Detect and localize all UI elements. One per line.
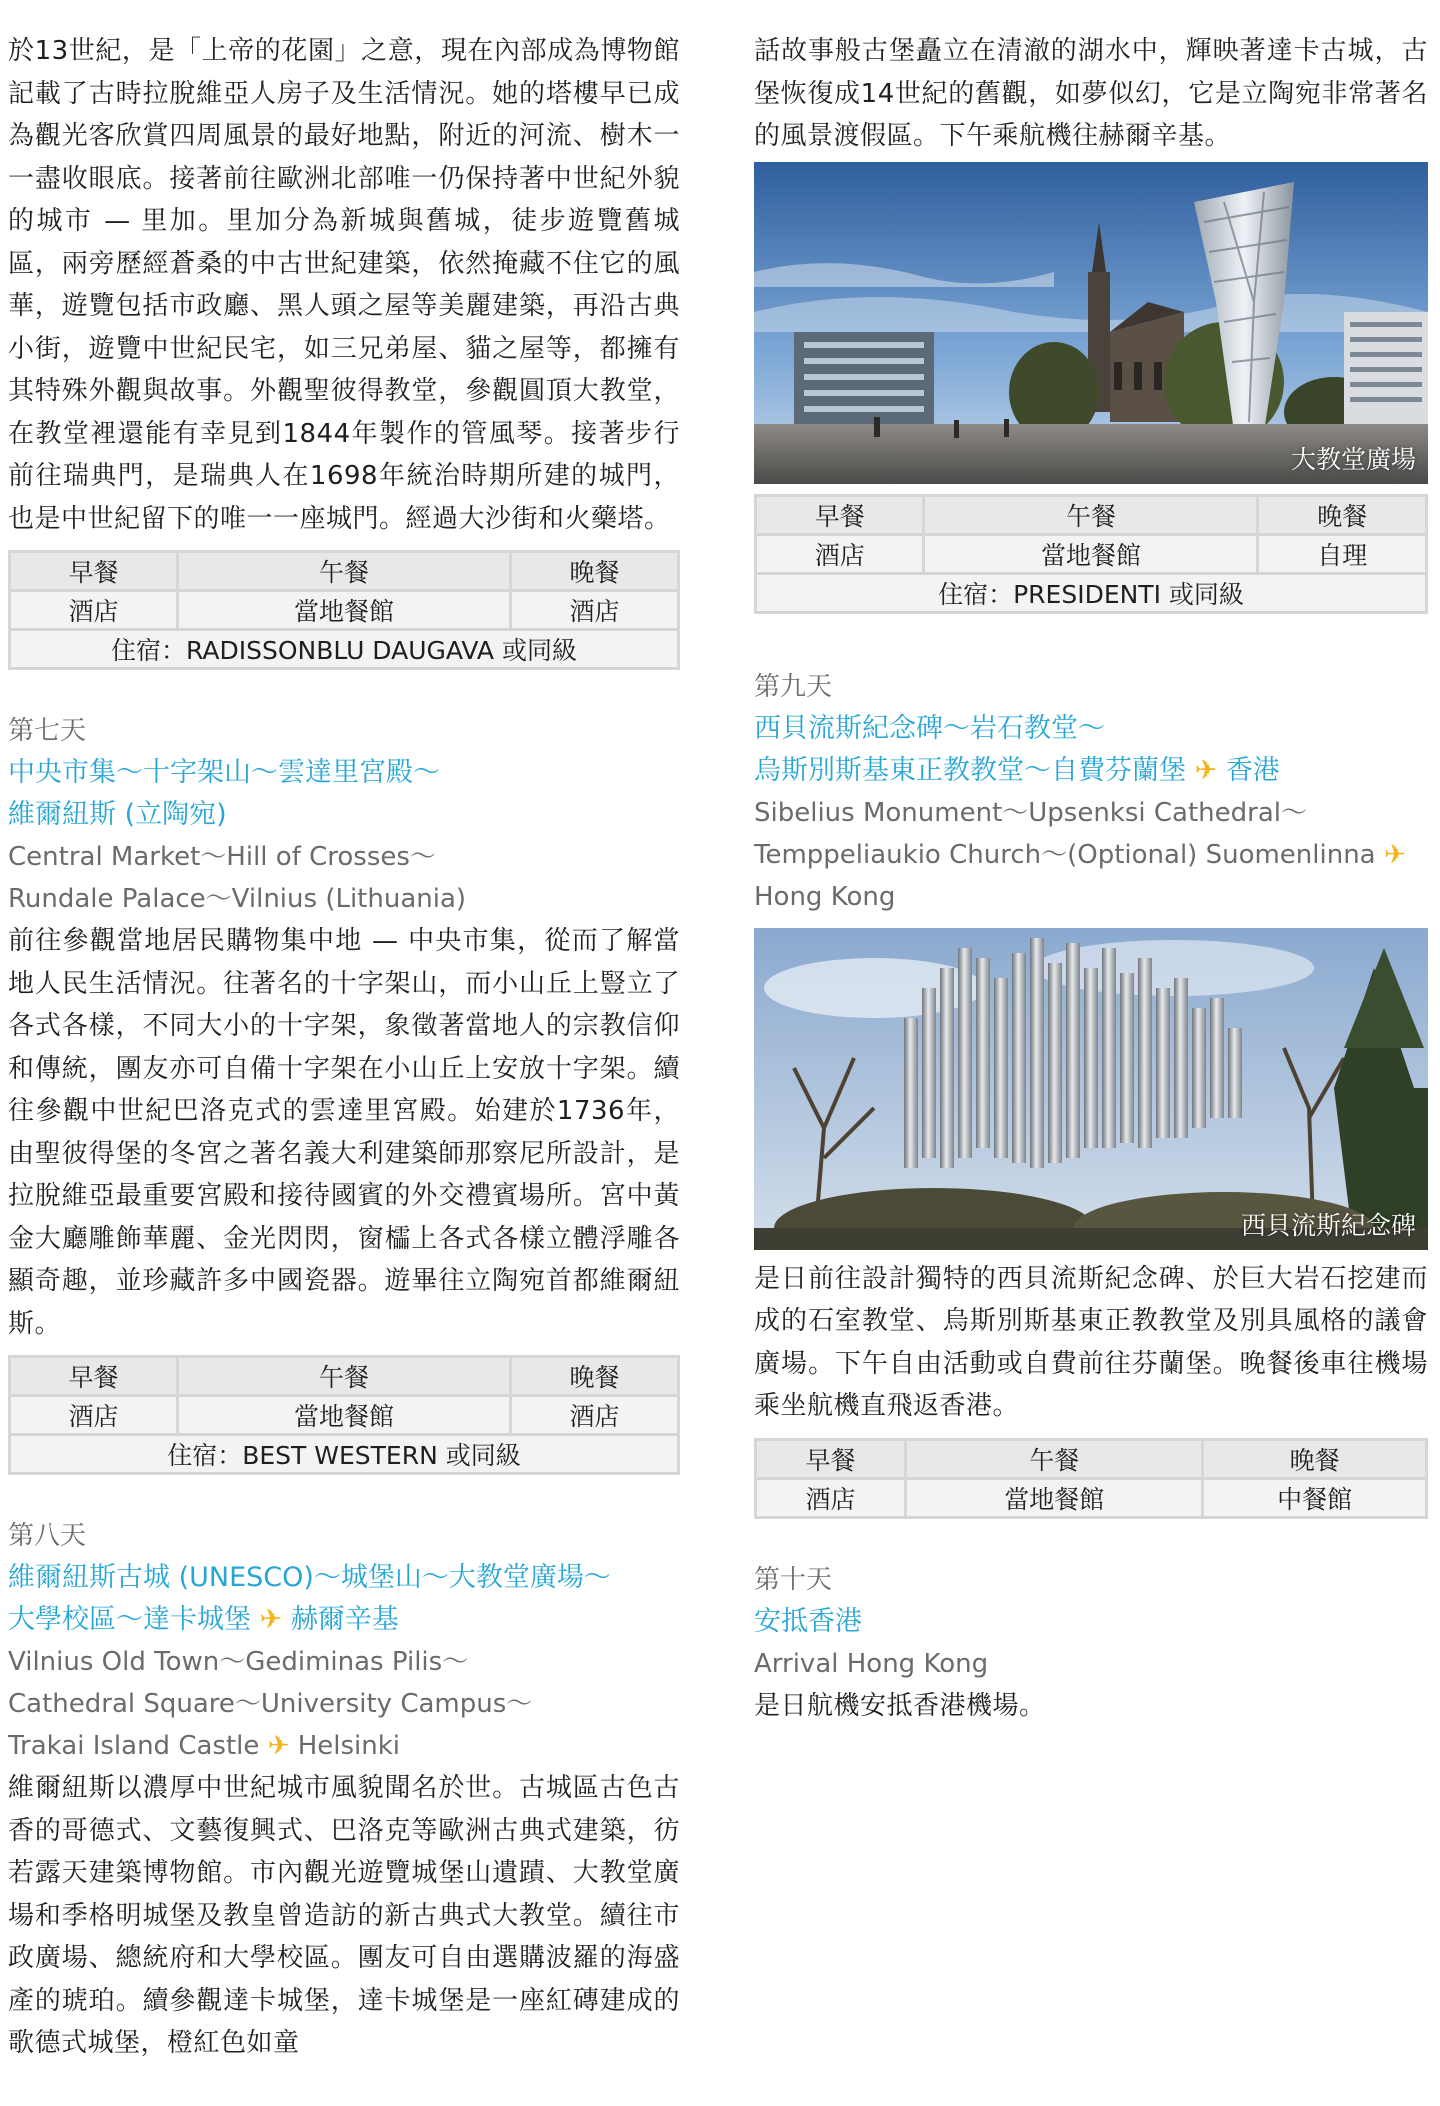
day-english-title: Sibelius Monument～Upsenksi Cathedral～ — [754, 797, 1308, 828]
meal-breakfast: 酒店 — [757, 1480, 904, 1516]
sibelius-monument-image — [754, 928, 1428, 1250]
meal-header-breakfast: 早餐 — [11, 553, 176, 589]
meal-header-lunch: 午餐 — [907, 1441, 1201, 1477]
day9-body-text: 是日前往設計獨特的西貝流斯紀念碑、於巨大岩石挖建而成的石室教堂、烏斯別斯基東正教教堂及別具風格的議會廣場。下午自由活動或自費前往芬蘭堡。晚餐後車往機場乘坐航機直飛返香港。 — [754, 1263, 1428, 1421]
meal-header-lunch: 午餐 — [925, 497, 1256, 533]
meal-header-breakfast: 早餐 — [757, 1441, 904, 1477]
meal-header-breakfast: 早餐 — [11, 1358, 176, 1394]
day-title — [754, 750, 1428, 792]
day-title — [8, 1599, 680, 1641]
day-title: 安抵香港 — [754, 1605, 862, 1637]
meal-header-dinner: 晚餐 — [512, 1358, 677, 1394]
accommodation: 住宿：BEST WESTERN 或同級 — [11, 1436, 677, 1472]
day-title-part: 赫爾辛基 — [290, 1604, 399, 1635]
meal-header-dinner: 晚餐 — [512, 553, 677, 589]
day8-body-continued: 話故事般古堡矗立在清澈的湖水中，輝映著達卡古城，古堡恢復成14世紀的舊觀，如夢似幻，它是立陶宛非常著名的風景渡假區。下午乘航機往赫爾辛基。 — [754, 36, 1428, 151]
day-title: 維爾紐斯古城 (UNESCO)～城堡山～大教堂廣場～ — [8, 1562, 611, 1593]
meal-table-day7 — [8, 1355, 680, 1475]
day-english-title: Vilnius Old Town～Gediminas Pilis～ — [8, 1647, 469, 1677]
accommodation: 住宿：RADISSONBLU DAUGAVA 或同級 — [11, 631, 677, 667]
day-english-part: Temppeliaukio Church～(Optional) Suomenlinna — [754, 839, 1376, 870]
day-label: 第九天 — [754, 671, 833, 702]
photo-caption: 大教堂廣場 — [1290, 444, 1416, 474]
left-column — [8, 30, 680, 2065]
meal-header-breakfast: 早餐 — [757, 497, 922, 533]
day-english-part: Trakai Island Castle — [8, 1731, 260, 1761]
day-label: 第七天 — [8, 716, 87, 746]
meal-dinner: 中餐館 — [1204, 1480, 1425, 1516]
meal-dinner: 酒店 — [512, 592, 677, 628]
airplane-icon: ✈ — [267, 1731, 290, 1761]
day7-body-text: 前往參觀當地居民購物集中地 — 中央市集，從而了解當地人民生活情況。往著名的十字架山，而小山丘上豎立了各式各樣，不同大小的十字架，象徵著當地人的宗教信仰和傳統，團友亦可自備十字架在小山丘上安放十字架。續往參觀中世紀巴洛克式的雲達里宮殿。始建於1736年，由聖彼得堡的冬宮之著名義大利建築師那察尼所設計，是拉脫維亞最重要宮殿和接待國賓的外交禮賓場所。宮中黃金大廳雕飾華麗、金光閃閃，窗櫺上各式各樣立體浮雕各顯奇趣，並珍藏許多中國瓷器。遊畢往立陶宛首都維爾紐斯。 — [8, 926, 680, 1339]
day-english-part: Helsinki — [297, 1731, 401, 1761]
day-title: 維爾紐斯 (立陶宛) — [8, 799, 227, 830]
day-label: 第八天 — [8, 1521, 87, 1551]
day6-body-text: 於13世紀，是「上帝的花園」之意，現在內部成為博物館記載了古時拉脫維亞人房子及生活情況。她的塔樓早已成為觀光客欣賞四周風景的最好地點，附近的河流、樹木一一盡收眼底。接著前往歐洲北部唯一仍保持著中世紀外貌的城市 — 里加。里加分為新城與舊城，徒步遊覽舊城區，兩旁歷經蒼桑的中古世紀建築，依然掩藏不住它的風華，遊覽包括市政廳、黑人頭之屋等美麗建築，再沿古典小街，遊覽中世紀民宅，如三兄弟屋、貓之屋等，都擁有其特殊外觀與故事。外觀聖彼得教堂，參觀圓頂大教堂，在教堂裡還能有幸見到1844年製作的管風琴。接著步行前往瑞典門，是瑞典人在1698年統治時期所建的城門，也是中世紀留下的唯一一座城門。經過大沙街和火藥塔。 — [8, 36, 680, 534]
day-english-title — [8, 1725, 680, 1767]
meal-header-lunch: 午餐 — [179, 1358, 509, 1394]
cathedral-square-photo — [754, 162, 1428, 484]
photo-caption: 西貝流斯紀念碑 — [1240, 1210, 1416, 1240]
airplane-icon: ✈ — [1383, 839, 1406, 870]
day-english-title — [754, 834, 1428, 876]
accommodation: 住宿：PRESIDENTI 或同級 — [757, 575, 1425, 611]
meal-dinner: 酒店 — [512, 1397, 677, 1433]
day-english-title: Central Market～Hill of Crosses～ — [8, 842, 436, 872]
meal-breakfast: 酒店 — [11, 592, 176, 628]
meal-breakfast: 酒店 — [11, 1397, 176, 1433]
day-title-part: 香港 — [1225, 754, 1280, 786]
day-english-title: Hong Kong — [754, 881, 896, 912]
airplane-icon: ✈ — [1194, 754, 1218, 786]
day10-body-text: 是日航機安抵香港機場。 — [754, 1690, 1046, 1721]
day-title: 中央市集～十字架山～雲達里宮殿～ — [8, 757, 440, 788]
day-english-title: Cathedral Square～University Campus～ — [8, 1689, 533, 1719]
meal-table-day6 — [8, 550, 680, 670]
meal-header-dinner: 晚餐 — [1259, 497, 1425, 533]
meal-dinner: 自理 — [1259, 536, 1425, 572]
day-english-title: Arrival Hong Kong — [754, 1648, 989, 1679]
meal-header-dinner: 晚餐 — [1204, 1441, 1425, 1477]
meal-table-day9 — [754, 1438, 1428, 1519]
meal-breakfast: 酒店 — [757, 536, 922, 572]
meal-lunch: 當地餐館 — [179, 592, 509, 628]
day8-body-text: 維爾紐斯以濃厚中世紀城市風貌聞名於世。古城區古色古香的哥德式、文藝復興式、巴洛克等歐洲古典式建築，彷若露天建築博物館。市內觀光遊覽城堡山遺蹟、大教堂廣場和季格明城堡及教皇曾造訪的新古典式大教堂。續往市政廣場、總統府和大學校區。團友可自由選購波羅的海盛產的琥珀。續參觀達卡城堡，達卡城堡是一座紅磚建成的歌德式城堡，橙紅色如童 — [8, 1773, 680, 2058]
day-title-part: 烏斯別斯基東正教教堂～自費芬蘭堡 — [754, 754, 1186, 786]
meal-lunch: 當地餐館 — [179, 1397, 509, 1433]
meal-lunch: 當地餐館 — [925, 536, 1256, 572]
meal-header-lunch: 午餐 — [179, 553, 509, 589]
day-title-part: 大學校區～達卡城堡 — [8, 1604, 251, 1635]
cathedral-square-image — [754, 162, 1428, 484]
day-label: 第十天 — [754, 1564, 833, 1595]
meal-table-day8 — [754, 494, 1428, 614]
meal-lunch: 當地餐館 — [907, 1480, 1201, 1516]
day-title: 西貝流斯紀念碑～岩石教堂～ — [754, 712, 1105, 744]
day-english-title: Rundale Palace～Vilnius (Lithuania) — [8, 884, 467, 914]
sibelius-monument-photo — [754, 928, 1428, 1250]
right-column — [754, 30, 1428, 1727]
airplane-icon: ✈ — [259, 1604, 283, 1635]
